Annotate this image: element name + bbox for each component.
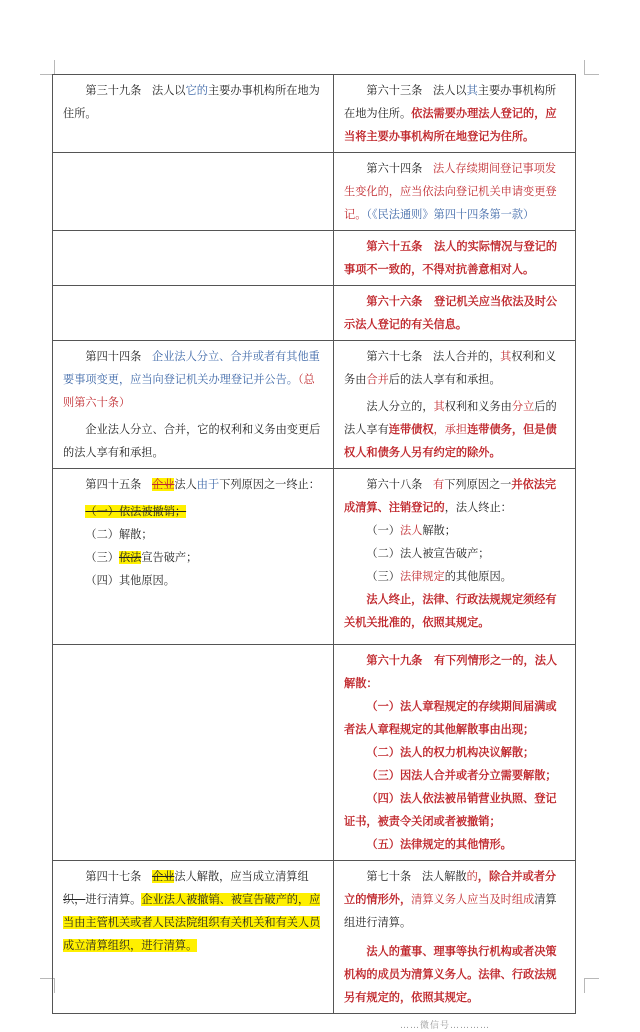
new-article-cell <box>334 75 576 153</box>
article-text: 第六十九条 有下列情形之一的，法人解散： <box>344 654 558 690</box>
table-row <box>53 75 576 153</box>
list-item: （一）法人解散； <box>366 524 456 537</box>
article-text: 第六十八条 有下列原因之一并依法完成清算、注销登记的，法人终止： <box>344 478 557 514</box>
list-item: （三）依法宣告破产； <box>85 551 198 564</box>
law-comparison-table <box>52 74 576 1014</box>
article-text: 第三十九条 法人以它的主要办事机构所在地为住所。 <box>63 84 320 120</box>
list-item: （一）法人章程规定的存续期间届满或者法人章程规定的其他解散事由出现； <box>344 700 557 736</box>
table-row <box>53 341 576 469</box>
article-text: 第六十六条 登记机关应当依法及时公示法人登记的有关信息。 <box>344 295 558 331</box>
list-item: （四）其他原因。 <box>85 574 175 587</box>
table-row <box>53 153 576 231</box>
table-row <box>53 231 576 286</box>
article-text: 法人的董事、理事等执行机构或者决策机构的成员为清算义务人。法律、行政法规另有规定的，依照其规定。 <box>344 945 557 1004</box>
table-row <box>53 469 576 645</box>
article-text: 第六十三条 法人以其主要办事机构所在地为住所。依法需要办理法人登记的，应当将主要办事机构所在地登记为住所。 <box>344 84 557 143</box>
new-article-cell <box>334 469 576 645</box>
article-text: 第四十四条 企业法人分立、合并或者有其他重要事项变更，应当向登记机关办理登记并公告。（总则第六十条） <box>63 350 320 409</box>
crop-mark-bottom-right <box>584 978 599 993</box>
new-article-cell <box>334 861 576 1014</box>
new-article-cell <box>334 645 576 861</box>
old-article-cell <box>53 341 334 469</box>
list-item: （五）法律规定的其他情形。 <box>366 838 512 851</box>
crop-mark-top-left <box>40 60 55 75</box>
old-article-cell <box>53 75 334 153</box>
list-item: （二）法人的权力机构决议解散； <box>366 746 535 759</box>
article-text: 企业法人分立、合并，它的权利和义务由变更后的法人享有和承担。 <box>63 423 321 459</box>
article-text: 第四十五条 企业法人由于下列原因之一终止： <box>85 478 320 491</box>
old-article-cell <box>53 469 334 645</box>
article-text: 第六十四条 法人存续期间登记事项发生变化的，应当依法向登记机关申请变更登记。（《民法通则》第四十四条第一款） <box>344 162 557 221</box>
article-text: 第四十七条 企业法人解散，应当成立清算组织，进行清算。企业法人被撤销、被宣告破产的，应当由主管机关或者人民法院组织有关机关和有关人员成立清算组织，进行清算。 <box>63 870 321 952</box>
old-article-cell <box>53 645 334 861</box>
new-article-cell <box>334 153 576 231</box>
new-article-cell <box>334 286 576 341</box>
list-item: （二）解散； <box>85 528 153 541</box>
article-text: 第七十条 法人解散的，除合并或者分立的情形外，清算义务人应当及时组成清算组进行清算。 <box>344 870 557 929</box>
new-article-cell <box>334 231 576 286</box>
footer-watermark-text: ……微信号………… <box>400 1021 491 1031</box>
list-item: （一）依法被撤销； <box>85 505 187 518</box>
old-article-cell <box>53 861 334 1014</box>
article-text: 法人终止，法律、行政法规规定须经有关机关批准的，依照其规定。 <box>344 593 557 629</box>
new-article-cell <box>334 341 576 469</box>
list-item: （三）因法人合并或者分立需要解散； <box>366 769 557 782</box>
old-article-cell <box>53 286 334 341</box>
crop-mark-top-right <box>584 60 599 75</box>
table-row <box>53 645 576 861</box>
old-article-cell <box>53 231 334 286</box>
article-text: 第六十五条 法人的实际情况与登记的事项不一致的，不得对抗善意相对人。 <box>344 240 558 276</box>
list-item: （二）法人被宣告破产； <box>366 547 490 560</box>
article-text: 法人分立的，其权利和义务由分立后的法人享有连带债权，承担连带债务，但是债权人和债务人另有约定的除外。 <box>344 400 557 459</box>
table-row <box>53 286 576 341</box>
old-article-cell <box>53 153 334 231</box>
article-text: 第六十七条 法人合并的，其权利和义务由合并后的法人享有和承担。 <box>344 350 557 386</box>
table-row <box>53 861 576 1014</box>
list-item: （四）法人依法被吊销营业执照、登记证书，被责令关闭或者被撤销； <box>344 792 557 828</box>
list-item: （三）法律规定的其他原因。 <box>366 570 512 583</box>
